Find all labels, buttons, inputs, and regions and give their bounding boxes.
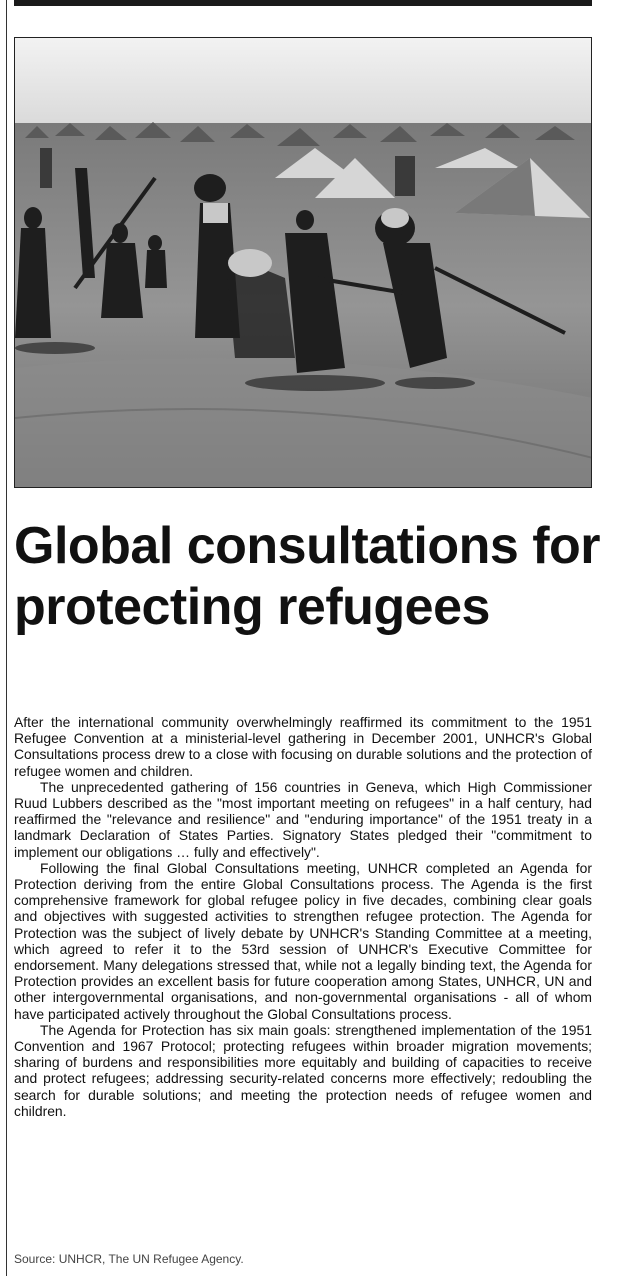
refugee-camp-photo [15,38,592,488]
article-paragraph-4: The Agenda for Protection has six main goals: strengthened implementation of the 1951 Convention and 1967 Protocol; protecting refugees within broader migration movements; sharing of burdens and responsibilities more equitably and building of capacities to receive and protect refugees; addressing security-related concerns more effectively; redoubling the search for durable solutions; and meeting the protection needs of refugee women and children. [14,1021,592,1119]
article-paragraph-3: Following the final Global Consultations meeting, UNHCR completed an Agenda for Protection deriving from the entire Global Consultations process. The Agenda is the first comprehensive framework for global refugee policy in five decades, combining clear goals and objectives with suggested activities to strengthen refugee protection. The Agenda for Protection was the subject of lively debate by UNHCR's Standing Committee at a meeting, which agreed to refer it to the 53rd session of UNHCR's Executive Committee for endorsement. Many delegations stressed that, while not a legally binding text, the Agenda for Protection provides an excellent basis for future cooperation among States, UNHCR, UN and other intergovernmental organisations, and non-governmental organisations - all of whom have participated actively throughout the Global Consultations process. [14,859,592,1022]
article-paragraph-2: The unprecedented gathering of 156 countries in Geneva, which High Commissioner Ruud Lubbers described as the "most important meeting on refugees" in a half century, had reaffirmed the "relevance and resilience" and "enduring importance" of the 1951 treaty in a landmark Declaration of States Parties. Signatory States pledged their "commitment to implement our obligations … fully and effectively". [14,778,592,860]
article-headline: Global consultations for protecting refugees [14,517,601,636]
article-paragraph-1: After the international community overwhelmingly reaffirmed its commitment to the 1951 Refugee Convention at a ministerial-level gathering in December 2001, UNHCR's Global Consultations process drew to a close with focusing on durable solutions and the protection of refugee women and children. [14,714,592,779]
top-banner-strip [14,0,592,6]
source-credit: Source: UNHCR, The UN Refugee Agency. [14,1252,244,1266]
page-left-rule [6,0,7,1276]
article-photo [14,37,592,488]
article-body [14,714,592,1119]
